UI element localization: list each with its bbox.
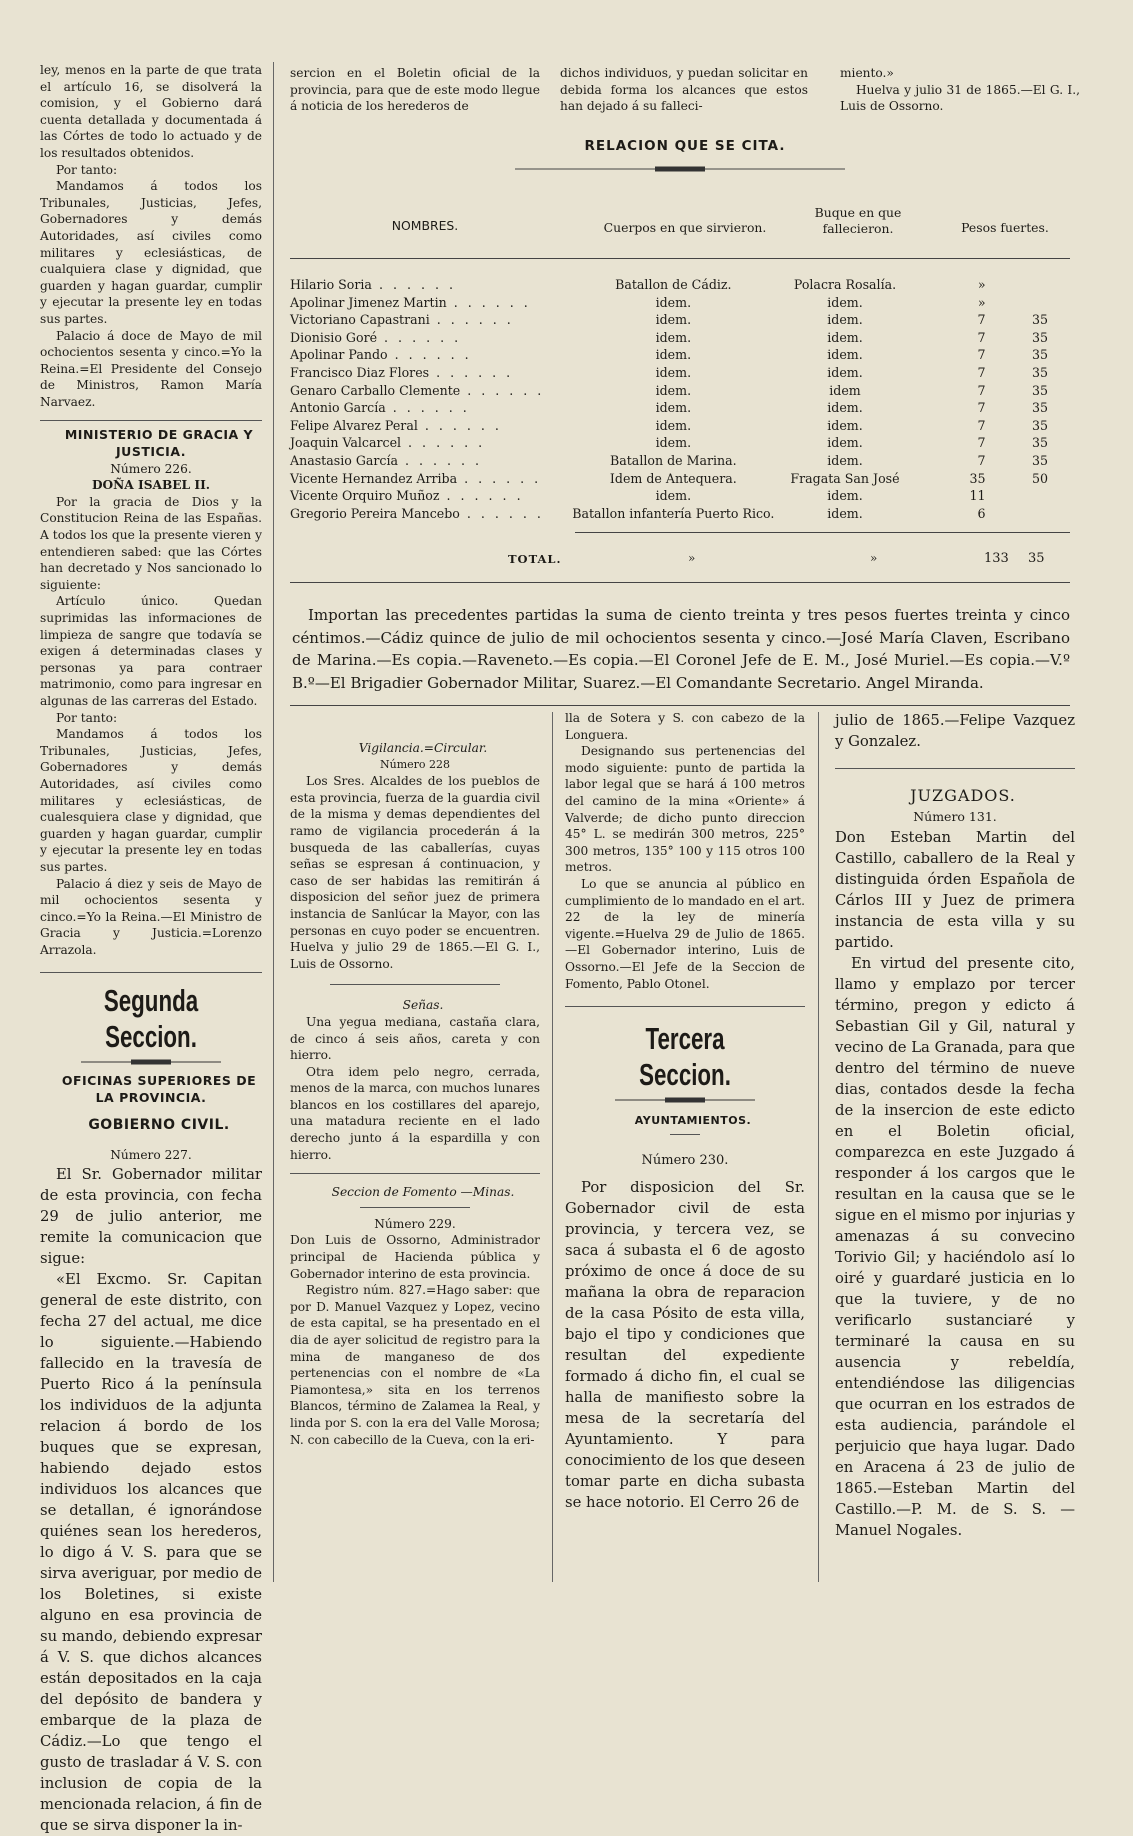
- row-cuerpo: idem.: [655, 294, 692, 310]
- huelva-signature: Huelva y julio 31 de 1865.—El G. I., Luis de Ossorno.: [840, 82, 1080, 114]
- en-virtud-paragraph: En virtud del presente cito, llamo y emplazo por tercer término, pregon y edicto á Sebastian Gil y Gil, natural y vecino de La Granada, para que dentro del término de nueve dias, contados desde la fecha de la insercion de este edicto en el Boletin oficial, comparezca en este Juzgado á responder á los cargos que le resultan en la causa que se le sigue en el mismo por injurias y amenazas á su convecino Torivio Gil; y haciéndolo así lo oiré y guardaré justicia en lo que la tuviere, y de no verificarlo sustanciaré y terminaré la causa en su ausencia y rebeldía, entendiéndose las diligencias que ocurran en los estrados de esta audiencia, parándole el perjuicio que haya lugar. Dado en Aracena á 23 de julio de 1865.—Esteban Martin del Castillo.—P. M. de S. S. —Manuel Nogales.: [835, 955, 1075, 1539]
- total-mid-2: »: [870, 551, 878, 565]
- table-row: [290, 452, 1070, 470]
- row-name-text: Vicente Hernandez Arriba: [290, 470, 458, 486]
- row-name: [290, 294, 572, 312]
- row-name: [290, 276, 572, 294]
- row-name-text: Apolinar Jimenez Martin: [290, 294, 447, 310]
- top-column-2: [290, 65, 540, 115]
- table-row: [290, 311, 1070, 329]
- row-name-text: Dionisio Goré: [290, 329, 378, 345]
- top-column-4: [840, 65, 1080, 115]
- table-row: [290, 329, 1070, 347]
- leader-dots: . . . . . .: [417, 417, 502, 433]
- row-name-text: Francisco Diaz Flores: [290, 364, 430, 380]
- table-bottom-rule: [290, 582, 1070, 583]
- row-buque: idem: [829, 382, 861, 398]
- importan-paragraph-wrap: [292, 604, 1070, 694]
- row-cuerpo: idem.: [655, 400, 692, 416]
- header-nombres: NOMBRES.: [391, 218, 459, 233]
- yegua-paragraph: Una yegua mediana, castaña clara, de cinco á seis años, careta y con hierro.: [290, 1014, 540, 1063]
- row-buque: Fragata San José: [790, 470, 900, 486]
- top-column-3: [560, 65, 808, 115]
- column-rule: [552, 712, 553, 1582]
- row-pesos: 7: [977, 435, 986, 451]
- fomento-heading: Seccion de Fomento —Minas.: [331, 1185, 515, 1200]
- row-cuerpo: Batallon de Marina.: [609, 452, 737, 468]
- leader-dots: . . . . . .: [460, 382, 545, 398]
- row-name: [290, 434, 572, 452]
- mandamos-paragraph-2: Mandamos á todos los Tribunales, Justicias, Jefes, Gobernadores y demás Autoridades, así civiles como militares y eclesiásticas, de cualesquiera clase y dignidad, que guarden y hagan guardar, cumplir y ejecutar la presente ley en todas sus partes.: [40, 727, 262, 874]
- row-name-text: Hilario Soria: [290, 277, 372, 292]
- row-name: [290, 452, 572, 470]
- divider: [290, 1173, 540, 1174]
- dona-isabel: DOÑA ISABEL II.: [91, 478, 211, 493]
- row-buque: idem.: [827, 452, 863, 468]
- row-cents: 35: [1031, 400, 1048, 416]
- leader-dots: . . . . . .: [429, 364, 514, 380]
- row-pesos: 35: [969, 470, 986, 486]
- row-buque: idem.: [827, 435, 863, 451]
- table-top-rule: [290, 258, 1070, 259]
- leader-dots: . . . . . .: [457, 470, 542, 486]
- importan-paragraph: Importan las precedentes partidas la suma de ciento treinta y tres pesos fuertes treinta y cinco céntimos.—Cádiz quince de julio de mil ochocientos sesenta y cinco.—José María Claven, Escribano de Marina.—Es copia.—Raveneto.—Es copia.—El Coronel Jefe de E. M., José Muriel.—Es copia.—V.º B.º—El Brigadier Gobernador Militar, Suarez.—El Comandante Secretario. Angel Miranda.: [292, 606, 1070, 692]
- vigilancia-heading: Vigilancia.=Circular.: [358, 741, 488, 755]
- row-pesos: 7: [977, 364, 986, 380]
- segunda-seccion-heading: Segunda Seccion.: [103, 983, 199, 1055]
- ornament-rule: [615, 1097, 755, 1103]
- header-buque: Buque en que fallecieron.: [814, 205, 902, 236]
- table-row: [290, 276, 1070, 294]
- column-2: [290, 740, 540, 1448]
- row-pesos: 7: [977, 417, 986, 433]
- leader-dots: . . . . . .: [459, 505, 544, 521]
- row-name: [290, 470, 572, 488]
- numero-226: Número 226.: [110, 461, 192, 476]
- row-buque: Polacra Rosalía.: [793, 277, 897, 292]
- column-3: [565, 710, 805, 1513]
- row-cents: 35: [1031, 452, 1048, 468]
- row-cuerpo: idem.: [655, 364, 692, 380]
- row-cuerpo: Batallon de Cádiz.: [615, 277, 732, 292]
- table-total-rule: [575, 532, 1070, 533]
- row-cents: 35: [1031, 382, 1048, 398]
- relacion-table: [290, 276, 1070, 522]
- row-cuerpo: idem.: [655, 488, 692, 504]
- total-pesos: 133: [984, 551, 1009, 566]
- table-row: [290, 364, 1070, 382]
- otra-paragraph: Otra idem pelo negro, cerrada, menos de la marca, con muchos lunares blancos en los costillares del aparejo, una matadura reciente en el lado derecho junto á la espardilla y con hierro.: [290, 1064, 540, 1162]
- row-name: [290, 399, 572, 417]
- row-name: [290, 311, 572, 329]
- relacion-title: RELACION QUE SE CITA.: [584, 138, 786, 154]
- row-cuerpo: Batallon infantería Puerto Rico.: [572, 505, 775, 521]
- gobierno-civil-heading: GOBIERNO CIVIL.: [88, 1116, 230, 1133]
- divider: [40, 420, 262, 421]
- lo-que-se-anuncia: Lo que se anuncia al público en cumplimiento de lo mandado en el art. 22 de la ley de minería vigente.=Huelva 29 de Julio de 1865. —El Gobernador interino, Luis de Ossorno.—El Jefe de la Seccion de Fomento, Pablo Otonel.: [565, 876, 805, 991]
- numero-228: Número 228: [379, 757, 451, 771]
- row-cuerpo: idem.: [655, 435, 692, 451]
- senas-heading: Señas.: [402, 998, 444, 1013]
- ornament-rule: [81, 1059, 221, 1065]
- column-rule: [818, 712, 819, 1582]
- row-pesos: 6: [977, 505, 986, 521]
- capitan-general-paragraph: «El Excmo. Sr. Capitan general de este distrito, con fecha 27 del actual, me dice lo siguiente.—Habiendo fallecido en la travesía de Puerto Rico á la península los individuos de la adjunta relacion á bordo de los buques que se expresan, habiendo dejado estos individuos los alcances que se detallan, é ignorándose quiénes sean los herederos, lo digo á V. S. para que se sirva averiguar, por medio de los Boletines, si existe alguno en esa provincia de su mando, debiendo expresar á V. S. que dichos alcances están depositados en la caja del depósito de bandera y embarque de la plaza de Cádiz.—Lo que tengo el gusto de trasladar á V. S. con inclusion de copia de la mencionada relacion, á fin de que se sirva disponer la in-: [40, 1270, 262, 1834]
- header-pesos: Pesos fuertes.: [961, 220, 1049, 235]
- row-pesos: 7: [977, 400, 986, 416]
- leader-dots: . . . . . .: [446, 294, 531, 310]
- numero-229: Número 229.: [374, 1216, 456, 1231]
- column-1: [40, 62, 262, 1836]
- leader-dots: . . . . . .: [387, 347, 472, 363]
- total-mid: »: [688, 551, 696, 565]
- table-row: [290, 399, 1070, 417]
- divider: [40, 972, 262, 973]
- header-cuerpos: Cuerpos en que sirvieron.: [603, 220, 767, 235]
- mandamos-paragraph: Mandamos á todos los Tribunales, Justicias, Jefes, Gobernadores y demás Autoridades, así civiles como militares y eclesiásticas, de cualquiera clase y dignidad, que guarden y hagan guardar, cumplir y ejecutar la presente ley en todas sus partes.: [40, 179, 262, 326]
- table-row: [290, 346, 1070, 364]
- row-name: [290, 364, 572, 382]
- row-buque: idem.: [827, 312, 863, 328]
- row-buque: idem.: [827, 417, 863, 433]
- row-cuerpo: idem.: [655, 347, 692, 363]
- table-row: [290, 487, 1070, 505]
- row-name: [290, 505, 572, 523]
- row-buque: idem.: [827, 488, 863, 504]
- row-name-text: Victoriano Capastrani: [290, 312, 430, 328]
- designando-paragraph: Designando sus pertenencias del modo siguiente: punto de partida la labor legal que se hará á 100 metros del camino de la mina «Oriente» á Valverde; de dicho punto direccion 45° L. se medirán 300 metros, 225° 300 metros, 135° 100 y 115 otros 100 metros.: [565, 744, 805, 875]
- table-row: [290, 470, 1070, 488]
- palacio-signature: Palacio á doce de Mayo de mil ochocientos sesenta y cinco.=Yo la Reina.=El Presidente del Consejo de Ministros, Ramon María Narvaez.: [40, 328, 262, 409]
- row-cents: [998, 294, 1070, 312]
- row-name-text: Apolinar Pando: [290, 347, 388, 363]
- row-pesos: 11: [969, 488, 986, 504]
- row-name-text: Genaro Carballo Clemente: [290, 382, 461, 398]
- divider: [835, 768, 1075, 769]
- row-pesos: 7: [977, 452, 986, 468]
- column-4: [835, 710, 1075, 1541]
- table-row: [290, 382, 1070, 400]
- row-cents: 35: [1031, 312, 1048, 328]
- row-buque: idem.: [827, 347, 863, 363]
- palacio-signature-2: Palacio á diez y seis de Mayo de mil ochocientos sesenta y cinco.=Yo la Reina.—El Ministro de Gracia y Justicia.=Lorenzo Arrazola.: [40, 876, 262, 957]
- row-pesos: 7: [977, 382, 986, 398]
- law-text-end: ley, menos en la parte de que trata el artículo 16, se disolverá la comision, y el Gobierno dará cuenta detallada y documentada á las Córtes de todo lo actuado y de los resultados obtenidos.: [40, 63, 262, 160]
- row-buque: idem.: [827, 294, 863, 310]
- divider: [330, 984, 500, 985]
- leader-dots: . . . . . .: [398, 452, 483, 468]
- table-row: [290, 505, 1070, 523]
- row-pesos: 7: [977, 347, 986, 363]
- row-cents: [998, 276, 1070, 294]
- leader-dots: . . . . . .: [429, 312, 514, 328]
- row-buque: idem.: [827, 329, 863, 345]
- row-name: [290, 487, 572, 505]
- ayuntamientos-heading: AYUNTAMIENTOS.: [634, 1114, 752, 1128]
- table-row: [290, 294, 1070, 312]
- row-buque: idem.: [827, 400, 863, 416]
- lla-de-sotera: lla de Sotera y S. con cabezo de la Longuera.: [565, 711, 805, 742]
- por-tanto-2: Por tanto:: [56, 710, 118, 725]
- importan-rule: [290, 705, 1070, 706]
- total-label: TOTAL.: [508, 552, 562, 566]
- numero-227: Número 227.: [110, 1148, 192, 1163]
- row-name: [290, 346, 572, 364]
- miento-text: miento.»: [840, 66, 894, 80]
- don-esteban-paragraph: Don Esteban Martin del Castillo, caballero de la Real y distinguida órden Española de Cárlos III y Juez de primera instancia de esta villa y su partido.: [835, 829, 1075, 951]
- row-cuerpo: idem.: [655, 417, 692, 433]
- gobernador-militar-paragraph: El Sr. Gobernador militar de esta provincia, con fecha 29 de julio anterior, me remite la comunicacion que sigue:: [40, 1165, 262, 1267]
- table-row: [290, 417, 1070, 435]
- leader-dots: . . . . . .: [377, 329, 462, 345]
- row-name-text: Joaquin Valcarcel: [290, 435, 402, 451]
- row-name-text: Antonio García: [290, 400, 386, 416]
- column-rule: [273, 62, 274, 1582]
- oficinas-heading: OFICINAS SUPERIORES DE LA PROVINCIA.: [61, 1073, 257, 1106]
- row-cents: [998, 487, 1070, 505]
- relacion-ornament: [515, 165, 845, 173]
- table-row: [290, 434, 1070, 452]
- don-luis-paragraph: Don Luis de Ossorno, Administrador principal de Hacienda pública y Gobernador interino de esta provincia.: [290, 1233, 540, 1281]
- subasta-paragraph: Por disposicion del Sr. Gobernador civil de esta provincia, y tercera vez, se saca á subasta el 6 de agosto próximo de once á doce de su mañana la obra de reparacion de la casa Pósito de esta villa, bajo el tipo y condiciones que resultan del expediente formado á dicho fin, el cual se halla de manifiesto sobre la mesa de la secretaría del Ayuntamiento. Y para conocimiento de los que deseen tomar parte en dicha subasta se hace notorio. El Cerro 26 de: [565, 1179, 805, 1512]
- row-cents: 35: [1031, 329, 1048, 345]
- articulo-unico: Artículo único. Quedan suprimidas las informaciones de limpieza de sangre que todavía se exigen á determinadas clases y personas ya para contraer matrimonio, como para ingresar en algunas de las carreras del Estado.: [40, 594, 262, 708]
- row-buque: idem.: [827, 505, 863, 521]
- divider: [670, 1134, 700, 1135]
- por-tanto: Por tanto:: [56, 162, 118, 177]
- row-pesos: »: [977, 277, 986, 292]
- row-buque: idem.: [827, 364, 863, 380]
- ministerio-heading: MINISTERIO DE GRACIA Y JUSTICIA.: [64, 427, 254, 460]
- leader-dots: . . . . . .: [439, 488, 524, 504]
- row-pesos: 7: [977, 329, 986, 345]
- insercion-text: sercion en el Boletin oficial de la provincia, para que de este modo llegue á noticia de los herederos de: [290, 66, 540, 114]
- row-cuerpo: idem.: [655, 312, 692, 328]
- row-pesos: 7: [977, 312, 986, 328]
- row-cents: 35: [1031, 347, 1048, 363]
- row-name-text: Anastasio García: [290, 452, 399, 468]
- row-name: [290, 382, 572, 400]
- dichos-individuos-text: dichos individuos, y puedan solicitar en debida forma los alcances que estos han dejado á su falleci-: [560, 66, 808, 114]
- row-cents: 35: [1031, 364, 1048, 380]
- row-name-text: Vicente Orquiro Muñoz: [290, 488, 440, 504]
- row-cents: [998, 505, 1070, 523]
- divider: [565, 1006, 805, 1007]
- row-pesos: »: [977, 294, 986, 310]
- row-cuerpo: Idem de Antequera.: [609, 470, 737, 486]
- row-name: [290, 417, 572, 435]
- por-la-gracia: Por la gracia de Dios y la Constitucion Reina de las Españas. A todos los que la presente vieren y entendieren sabed: que las Córtes han decretado y Nos sancionado lo siguiente:: [40, 494, 262, 592]
- leader-dots: . . . . . .: [385, 400, 470, 416]
- registro-paragraph: Registro núm. 827.=Hago saber: que por D. Manuel Vazquez y Lopez, vecino de esta capital, se ha presentado en el dia de ayer solicitud de registro para la mina de manganeso de dos pertenencias con el nombre de «La Piamontesa,» sita en los terrenos Blancos, término de Zalamea la Real, y linda por S. con la era del Valle Morosa; N. con cabecillo de la Cueva, con la eri-: [290, 1283, 540, 1447]
- divider: [360, 1207, 470, 1208]
- leader-dots: . . . . . .: [401, 435, 486, 451]
- alcaldes-paragraph: Los Sres. Alcaldes de los pueblos de esta provincia, fuerza de la guardia civil de la misma y demas dependientes del ramo de vigilancia procederán á la busqueda de las caballerías, cuyas señas se espresan á continuacion, y caso de ser habidas las remitirán á disposicion del señor juez de primera instancia de Sanlúcar la Mayor, con las personas en cuyo poder se encuentren. Huelva y julio 29 de 1865.—El G. I., Luis de Ossorno.: [290, 774, 540, 971]
- row-cents: 35: [1031, 435, 1048, 451]
- row-name: [290, 329, 572, 347]
- julio-signature: julio de 1865.—Felipe Vazquez y Gonzalez.: [835, 712, 1075, 750]
- numero-131: Número 131.: [913, 809, 997, 824]
- row-name-text: Gregorio Pereira Mancebo: [290, 505, 460, 521]
- row-name-text: Felipe Alvarez Peral: [290, 417, 418, 433]
- row-cuerpo: idem.: [655, 382, 692, 398]
- row-cents: 35: [1031, 417, 1048, 433]
- total-cents: 35: [1028, 551, 1045, 566]
- leader-dots: . . . . . .: [371, 277, 456, 292]
- row-cuerpo: idem.: [655, 329, 692, 345]
- tercera-seccion-heading: Tercera Seccion.: [639, 1021, 731, 1093]
- numero-230: Número 230.: [641, 1152, 729, 1168]
- juzgados-heading: JUZGADOS.: [910, 786, 1016, 805]
- row-cents: 50: [1031, 470, 1048, 486]
